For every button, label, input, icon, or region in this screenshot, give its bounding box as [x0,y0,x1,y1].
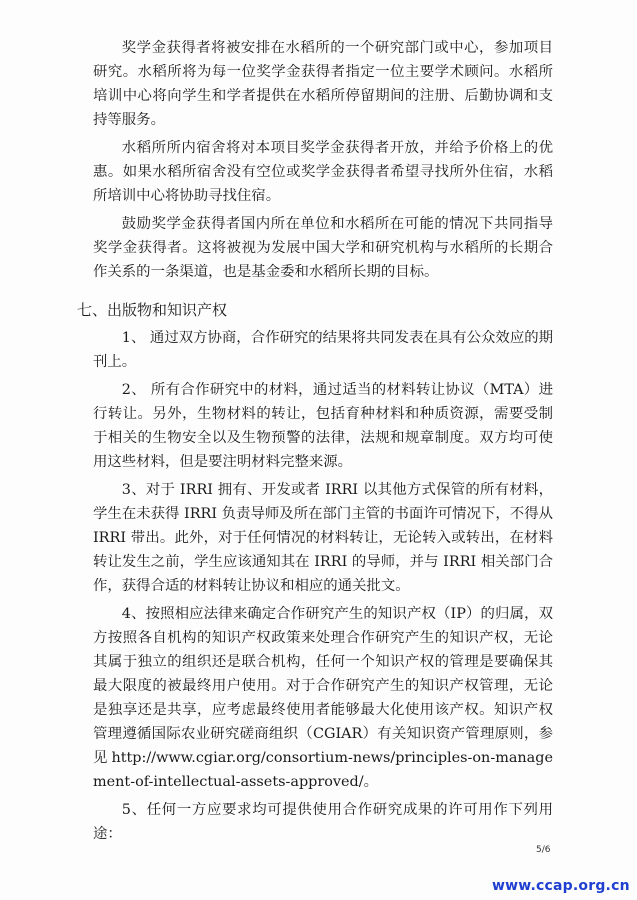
page-number: 5/6 [536,845,551,855]
clause-5-license-uses: 5、任何一方应要求均可提供使用合作研究成果的许可用作下列用途： [93,802,553,842]
clause-3-irri-materials: 3、对于 IRRI 拥有、开发或者 IRRI 以其他方式保管的所有材料，学生在未获得 IRRI 负责导师及所在部门主管的书面许可情况下，不得从 IRRI 带出。此外，对于任何情况的材料转让，无论转入或转出，在材料转让发生之前，学生应该通知其在 IRRI 的导师，并与 IRRI 相关部门合作，获得合适的材料转让协议和相应的通关批文。 [93,482,553,594]
document-body [77,36,553,850]
clause-1-joint-publication: 1、 通过双方协商，合作研究的结果将共同发表在具有公众效应的期刊上。 [93,330,553,370]
clause-2-material-transfer: 2、 所有合作研究中的材料，通过适当的材料转让协议（MTA）进行转让。另外，生物材料的转让，包括育种材料和种质资源，需要受制于相关的生物安全以及生物预警的法律，法规和规章制度。双方均可使用这些材料，但是要注明材料完整来源。 [93,382,553,470]
paragraph-dormitory: 水稻所所内宿舍将对本项目奖学金获得者开放，并给予价格上的优惠。如果水稻所宿舍没有空位或奖学金获得者希望寻找所外住宿，水稻所培训中心将协助寻找住宿。 [93,140,553,204]
source-watermark: www.ccap.org.cn [492,878,630,894]
paragraph-scholar-placement: 奖学金获得者将被安排在水稻所的一个研究部门或中心，参加项目研究。水稻所将为每一位奖学金获得者指定一位主要学术顾问。水稻所培训中心将向学生和学者提供在水稻所停留期间的注册、后勤协调和支持等服务。 [93,40,553,128]
section-heading-publications-ip: 七、出版物和知识产权 [77,301,228,319]
clause-4-intellectual-property: 4、按照相应法律来确定合作研究产生的知识产权（IP）的归属，双方按照各自机构的知识产权政策来处理合作研究产生的知识产权，无论其属于独立的组织还是联合机构，任何一个知识产权的管理是要确保其最大限度的被最终用户使用。对于合作研究产生的知识产权管理，无论是独享还是共享，应考虑最终使用者能够最大化使用该产权。知识产权管理遵循国际农业研究磋商组织（CGIAR）有关知识资产管理原则，参见http://www.cgiar.org/consortium-news/principles-on-management-of-intellectual-assets-approved/。 [93,606,553,790]
paragraph-joint-supervision: 鼓励奖学金获得者国内所在单位和水稻所在可能的情况下共同指导奖学金获得者。这将被视为发展中国大学和研究机构与水稻所的长期合作关系的一条渠道，也是基金委和水稻所长期的目标。 [93,216,553,280]
